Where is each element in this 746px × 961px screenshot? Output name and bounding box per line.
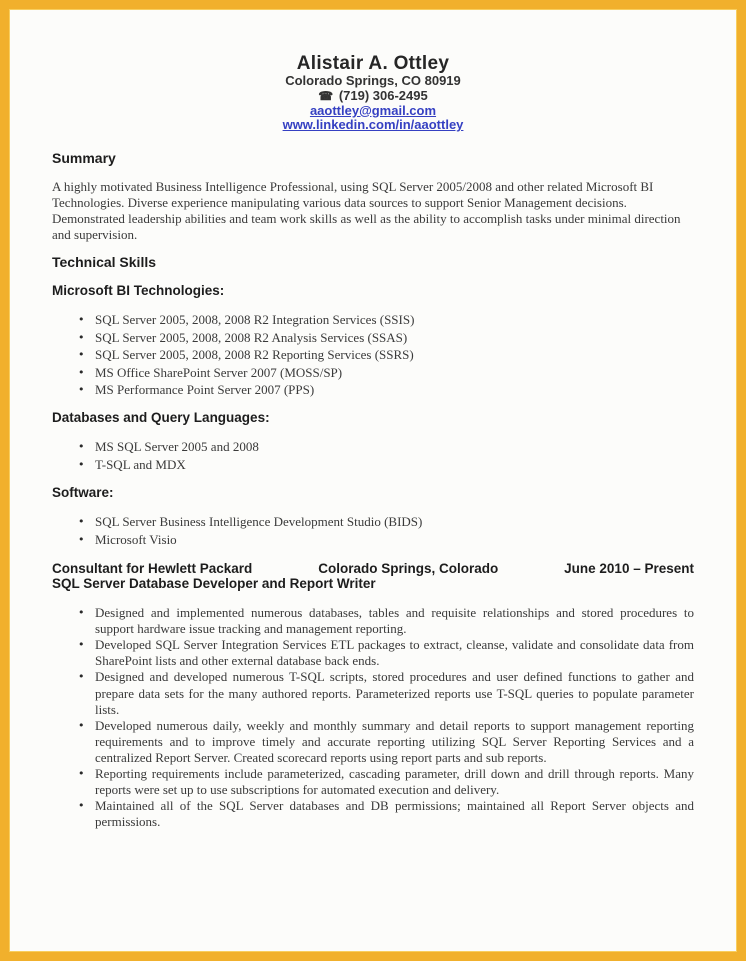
job-location: Colorado Springs, Colorado — [318, 561, 499, 577]
skill-item-text: MS SQL Server 2005 and 2008 — [95, 439, 259, 455]
section-heading-summary: Summary — [52, 150, 116, 167]
phone-icon: ☎ — [318, 88, 334, 103]
experience-bullet-text: Developed numerous daily, weekly and monthly summary and detail reports to support management reporting requirements and to improve timely and accurate reporting utilizing SQL Server Reporting Services and a centralized Report Server. Created scorecard reports using report parts and sub reports. — [95, 717, 694, 765]
skill-group-title-software: Software: — [52, 485, 114, 501]
linkedin-link[interactable]: www.linkedin.com/in/aaottley — [282, 117, 464, 133]
summary-paragraph: A highly motivated Business Intelligence Professional, using SQL Server 2005/2008 and other related Microsoft BI Technologies. Diverse experience manipulating various data sources to support Senior Management decisions. Demonstrated leadership abilities and team work skills as well as the ability to accomplish tasks under minimal direction and supervision. — [52, 179, 681, 242]
experience-bullet — [52, 637, 694, 669]
bullet-icon: • — [78, 330, 85, 344]
job-title: SQL Server Database Developer and Report Writer — [52, 576, 376, 592]
employer-name: Consultant for Hewlett Packard — [52, 561, 253, 577]
skill-item-text: SQL Server Business Intelligence Development Studio (BIDS) — [95, 514, 423, 530]
bullet-icon: • — [78, 383, 85, 396]
skill-list-bi — [52, 311, 694, 398]
bullet-icon: • — [78, 718, 85, 732]
skill-item — [52, 346, 694, 363]
email-link[interactable]: aaottley@gmail.com — [309, 102, 437, 118]
skill-item-text: SQL Server 2005, 2008, 2008 R2 Reporting Services (SSRS) — [95, 347, 414, 363]
location-text: Colorado Springs, CO 80919 — [285, 73, 461, 88]
skill-item-text: SQL Server 2005, 2008, 2008 R2 Analysis Services (SSAS) — [95, 329, 408, 345]
skill-item-text: MS Office SharePoint Server 2007 (MOSS/SP) — [95, 364, 343, 380]
skill-item — [52, 364, 694, 381]
bullet-icon: • — [78, 457, 85, 471]
skill-list-software — [52, 513, 694, 548]
bullet-icon: • — [78, 606, 85, 620]
experience-bullet-text: Reporting requirements include parameterized, cascading parameter, drill down and drill through reports. Many reports were set up to use subscriptions for automated execution and delivery. — [95, 765, 694, 798]
skill-group-title-bi: Microsoft BI Technologies: — [52, 283, 225, 299]
experience-bullet-text: Maintained all of the SQL Server databases and DB permissions; maintained all Report Server objects and permissions. — [95, 798, 694, 830]
bullet-icon: • — [78, 365, 85, 379]
skill-item — [52, 381, 694, 398]
resume-header — [52, 53, 694, 133]
bullet-icon: • — [78, 313, 85, 327]
experience-bullet — [52, 798, 694, 830]
bullet-icon: • — [78, 440, 85, 454]
bullet-icon: • — [78, 515, 85, 529]
section-heading-technical-skills: Technical Skills — [52, 254, 157, 271]
bullet-icon: • — [78, 670, 85, 684]
phone-line — [52, 89, 694, 104]
skill-item — [52, 329, 694, 346]
bullet-icon: • — [78, 638, 85, 652]
experience-bullet — [52, 669, 694, 717]
skill-item — [52, 438, 694, 455]
skill-item-text: SQL Server 2005, 2008, 2008 R2 Integration Services (SSIS) — [95, 312, 415, 328]
experience-bullet — [52, 718, 694, 766]
skill-item-text: Microsoft Visio — [95, 531, 177, 547]
job-header — [52, 561, 694, 576]
experience-bullet — [52, 605, 694, 637]
skill-item — [52, 531, 694, 548]
phone-number: (719) 306-2495 — [338, 87, 428, 103]
job-dates: June 2010 – Present — [564, 561, 694, 577]
skill-group-title-databases: Databases and Query Languages: — [52, 410, 270, 426]
person-name: Alistair A. Ottley — [296, 53, 450, 74]
experience-bullet-text: Designed and implemented numerous databases, tables and requisite relationships and stored procedures to support hardware issue tracking and management reporting. — [95, 605, 694, 637]
experience-bullet — [52, 766, 694, 798]
bullet-icon: • — [78, 532, 85, 546]
bullet-icon: • — [78, 799, 85, 813]
skill-item — [52, 311, 694, 328]
bullet-icon: • — [78, 766, 85, 780]
skill-list-databases — [52, 438, 694, 473]
experience-bullet-text: Designed and developed numerous T-SQL scripts, stored procedures and user defined functions to gather and prepare data sets for the many authored reports. Parameterized reports use T-SQL queries to populate parameter lists. — [95, 669, 694, 717]
skill-item-text: T-SQL and MDX — [95, 456, 186, 472]
resume-content — [9, 53, 737, 830]
bullet-icon: • — [78, 348, 85, 362]
skill-item — [52, 513, 694, 530]
skill-item-text: MS Performance Point Server 2007 (PPS) — [95, 382, 315, 397]
skill-item — [52, 456, 694, 473]
experience-bullet-list — [52, 605, 694, 830]
experience-bullet-text: Developed SQL Server Integration Services ETL packages to extract, cleanse, validate and consolidate data from SharePoint lists and other external database back ends. — [95, 637, 694, 669]
